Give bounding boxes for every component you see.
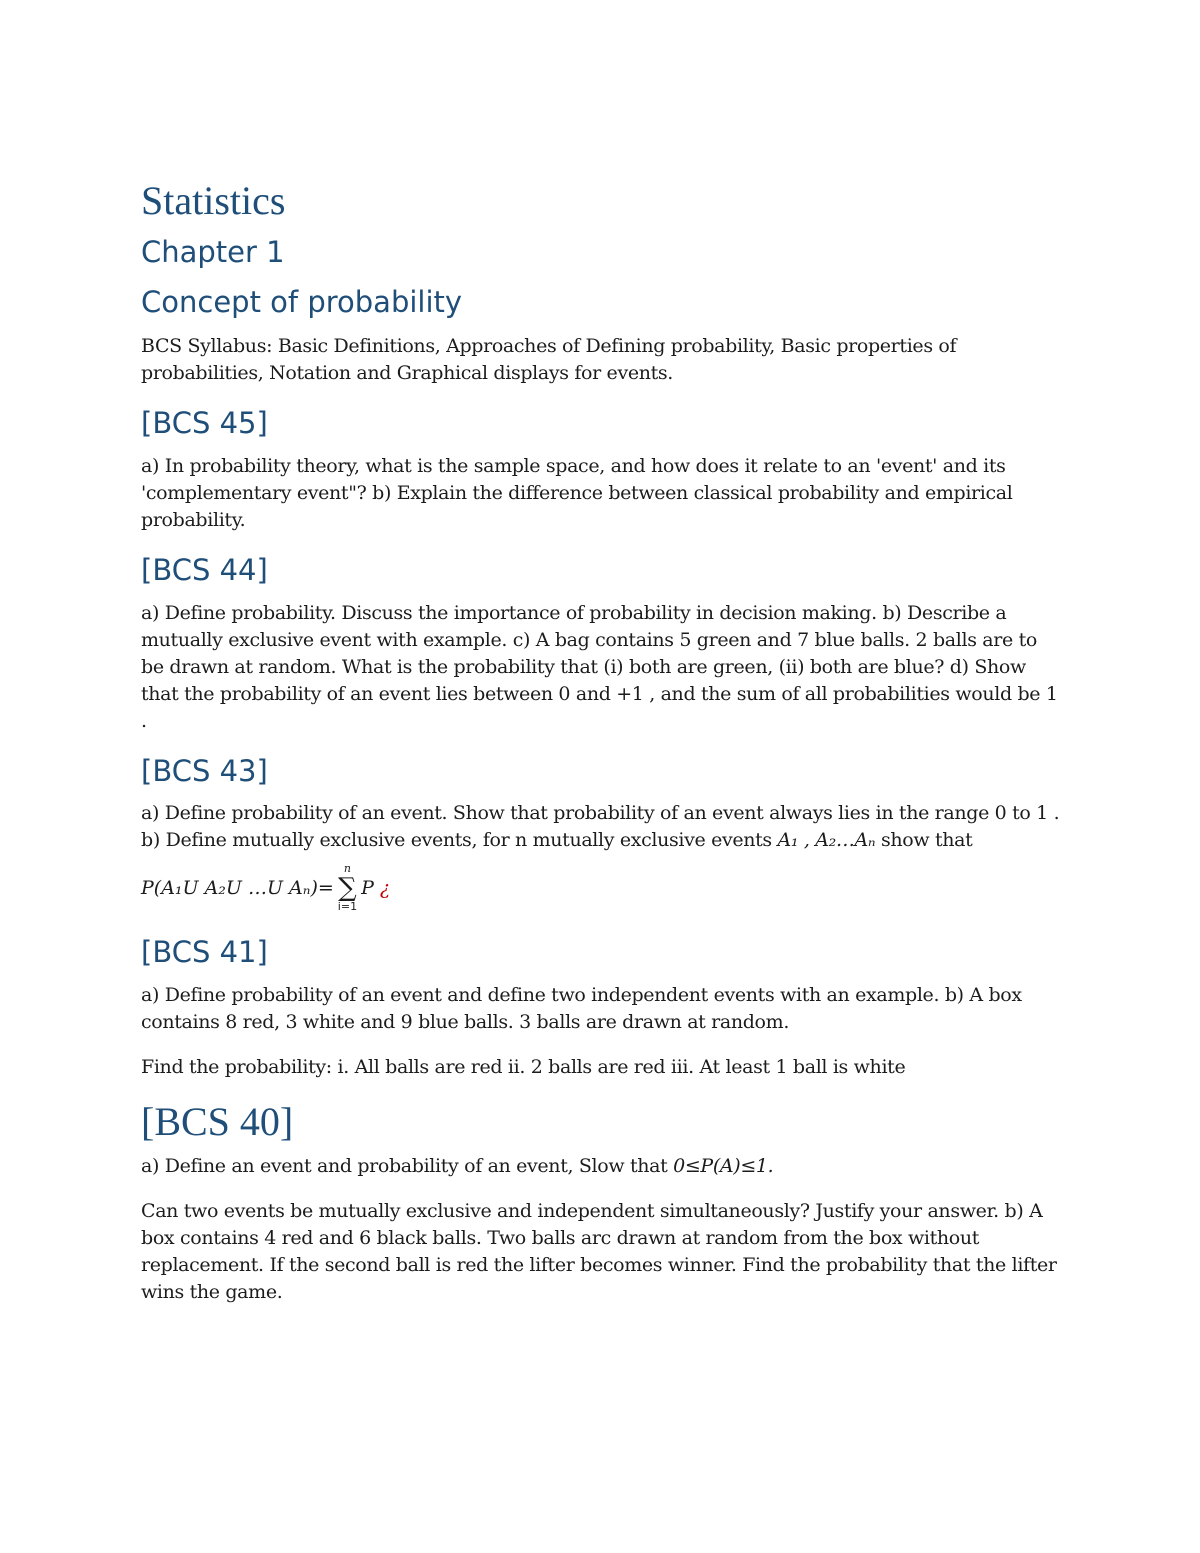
section-paragraph-bcs45: a) In probability theory, what is the sample space, and how does it relate to an 'event' and its 'complementary event"? b) Explain the difference between classical probability and empirical probability. [141,455,1013,532]
topic-heading: Concept of probability [141,284,463,319]
bcs40-inequality-math: 0≤P(A)≤1. [673,1155,774,1178]
bcs43-events-math: A₁ , A₂…Aₙ [777,829,876,852]
section-paragraph-bcs41-question: Find the probability: i. All balls are red ii. 2 balls are red iii. At least 1 ball is white [141,1056,906,1079]
formula-broken-glyph: ¿ [379,877,391,900]
section-paragraph-bcs44: a) Define probability. Discuss the importance of probability in decision making. b) Describe a mutually exclusive event with example. c) A bag contains 5 green and 7 blue balls. 2 balls are to be drawn at random. What is the probability that (i) both are green, (ii) both are blue? d) Show that the probability of an event lies between 0 and +1 , and the sum of all probabilities would be 1 . [141,601,1058,732]
section-paragraph-bcs41: a) Define probability of an event and define two independent events with an example. b) A box contains 8 red, 3 white and 9 blue balls. 3 balls are drawn at random. [141,984,1022,1034]
summation-symbol [338,863,357,913]
section-paragraph-bcs43 [141,800,1061,854]
bcs43-text-end: show that [880,829,973,852]
bcs43-text-start: a) Define probability of an event. Show that probability of an event always lies in the range 0 to 1 . b) Define mutually exclusive events, for n mutually exclusive events [141,802,1060,852]
probability-sum-formula [141,858,1061,918]
summation-sigma: ∑ [338,873,357,904]
summation-lower-limit: i=1 [337,900,358,914]
section-heading-bcs43: [BCS 43] [141,753,268,788]
section-heading-bcs40: [BCS 40] [141,1099,294,1145]
section-paragraph-bcs40-b: Can two events be mutually exclusive and independent simultaneously? Justify your answer. b) A box contains 4 red and 6 black balls. Two balls arc drawn at random from the box without replacement. If the second ball is red the lifter becomes winner. Find the probability that the lifter wins the game. [141,1200,1057,1304]
chapter-heading: Chapter 1 [141,235,285,269]
formula-rhs: P [361,877,374,900]
section-paragraph-bcs40-a [141,1153,1061,1180]
section-heading-bcs41: [BCS 41] [141,935,268,970]
summation-upper-limit: n [343,862,351,876]
document-title: Statistics [141,178,286,223]
document-page [141,178,1061,1324]
formula-lhs: P(A₁U A₂U …U Aₙ)= [141,877,334,900]
bcs40-text: a) Define an event and probability of an event, Slow that [141,1155,668,1178]
section-heading-bcs45: [BCS 45] [141,406,268,441]
section-heading-bcs44: [BCS 44] [141,553,268,588]
syllabus-paragraph: BCS Syllabus: Basic Definitions, Approaches of Defining probability, Basic properties of probabilities, Notation and Graphical displays for events. [141,335,957,385]
